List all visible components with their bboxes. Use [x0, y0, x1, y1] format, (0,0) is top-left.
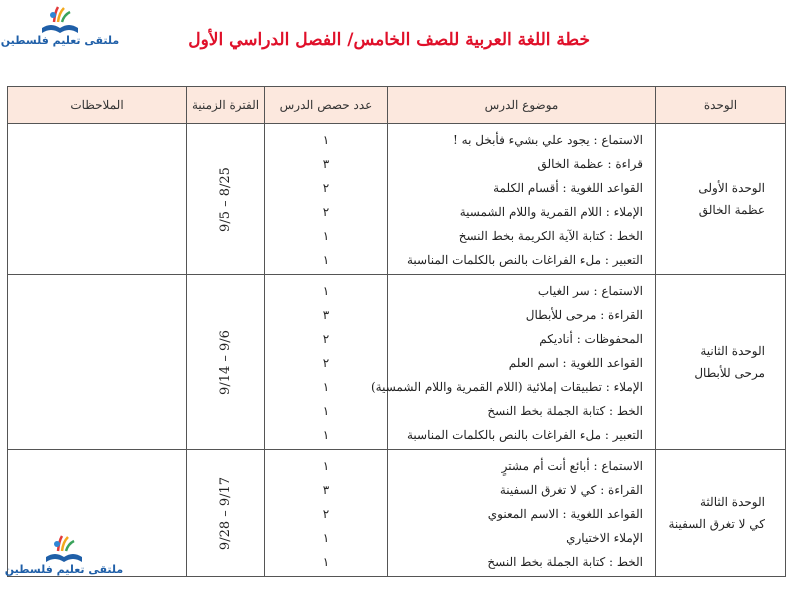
plan-table: [4, 86, 786, 577]
lesson-topic: القراءة : كي لا تغرق السفينة: [499, 483, 643, 497]
topics-cell: [370, 275, 656, 450]
period-text: 9/14 – 9/6: [217, 329, 233, 395]
lesson-topic: الخط : كتابة الآية الكريمة بخط النسخ: [458, 229, 643, 243]
lesson-topic: القواعد اللغوية : الاسم المعنوي: [487, 507, 643, 521]
lesson-count: ١: [322, 229, 330, 243]
period-text: 9/28 – 9/17: [218, 476, 233, 550]
lesson-count: ١: [322, 428, 330, 442]
unit-cell: [656, 275, 786, 450]
header-period: الفترة الزمنية: [187, 87, 265, 124]
lesson-count: ٣: [322, 483, 330, 497]
table-row: [8, 450, 786, 577]
book-logo-icon: [44, 533, 84, 565]
lesson-topic: القراءة : مرحى للأبطال: [525, 308, 643, 322]
unit-label: الوحدة الأولى: [698, 181, 765, 195]
period-cell: [187, 124, 265, 275]
page-title: خطة اللغة العربية للصف الخامس/ الفصل الدراسي الأول: [188, 30, 590, 50]
topics-cell: [388, 124, 656, 275]
lesson-count: ١: [322, 133, 330, 147]
counts-cell: [265, 275, 388, 450]
site-logo-watermark: [4, 533, 124, 576]
period-text: 9/5 – 8/25: [217, 166, 233, 232]
logo-text: ملتقى تعليم فلسطين: [0, 34, 120, 47]
unit-name: مرحى للأبطال: [694, 366, 765, 380]
lesson-topic: الإملاء : تطبيقات إملائية (اللام القمرية واللام الشمسية): [370, 380, 643, 394]
lesson-count: ١: [322, 404, 330, 418]
table-row: [8, 124, 786, 275]
lesson-topic: القواعد اللغوية : اسم العلم: [508, 356, 643, 370]
logo-text: ملتقى تعليم فلسطين: [4, 563, 124, 576]
counts-cell: [265, 450, 388, 577]
lesson-topic: التعبير : ملء الفراغات بالنص بالكلمات المناسبة: [406, 428, 643, 442]
lesson-count: ١: [322, 459, 330, 473]
counts-cell: [265, 124, 388, 275]
lesson-topic: القواعد اللغوية : أقسام الكلمة: [493, 181, 643, 195]
unit-name: كي لا تغرق السفينة: [668, 517, 765, 531]
unit-cell: [656, 450, 786, 577]
lesson-count: ٢: [322, 507, 330, 521]
lesson-count: ٣: [322, 157, 330, 171]
unit-cell: [656, 124, 786, 275]
lesson-topic: قراءة : عظمة الخالق: [537, 157, 643, 171]
lesson-topic: الاستماع : أبائع أنت أم مشترٍ: [501, 459, 643, 473]
period-cell: [187, 450, 265, 577]
lesson-count: ٢: [322, 205, 330, 219]
period-cell: [187, 275, 265, 450]
topics-cell: [388, 450, 656, 577]
unit-name: عظمة الخالق: [698, 203, 765, 217]
lesson-count: ١: [322, 555, 330, 569]
header-topic: موضوع الدرس: [388, 87, 656, 124]
header-unit: الوحدة: [656, 87, 786, 124]
lesson-count: ١: [322, 253, 330, 267]
unit-label: الوحدة الثالثة: [700, 495, 765, 509]
header-row: [8, 87, 786, 124]
notes-cell: [8, 275, 187, 450]
lesson-count: ١: [322, 380, 330, 394]
lesson-topic: الخط : كتابة الجملة بخط النسخ: [487, 555, 643, 569]
lesson-topic: الخط : كتابة الجملة بخط النسخ: [487, 404, 643, 418]
lesson-topic: الاستماع : سر الغياب: [537, 284, 643, 298]
lesson-count: ١: [322, 284, 330, 298]
header-lesson-count: عدد حصص الدرس: [265, 87, 388, 124]
header-notes: الملاحظات: [8, 87, 187, 124]
lesson-count: ٢: [322, 181, 330, 195]
lesson-count: ٢: [322, 356, 330, 370]
notes-cell: [8, 124, 187, 275]
book-logo-icon: [40, 4, 80, 36]
lesson-count: ١: [322, 531, 330, 545]
lesson-topic: المحفوظات : أناديكم: [539, 332, 643, 346]
lesson-topic: الإملاء الاختياري: [566, 531, 643, 545]
table-row: [8, 275, 786, 450]
lesson-topic: التعبير : ملء الفراغات بالنص بالكلمات المناسبة: [406, 253, 643, 267]
unit-label: الوحدة الثانية: [700, 344, 765, 358]
lesson-count: ٣: [322, 308, 330, 322]
lesson-topic: الإملاء : اللام القمرية واللام الشمسية: [459, 205, 643, 219]
site-logo: [0, 4, 120, 47]
lesson-count: ٢: [322, 332, 330, 346]
lesson-topic: الاستماع : يجود علي بشيء فأبخل به !: [453, 133, 643, 147]
